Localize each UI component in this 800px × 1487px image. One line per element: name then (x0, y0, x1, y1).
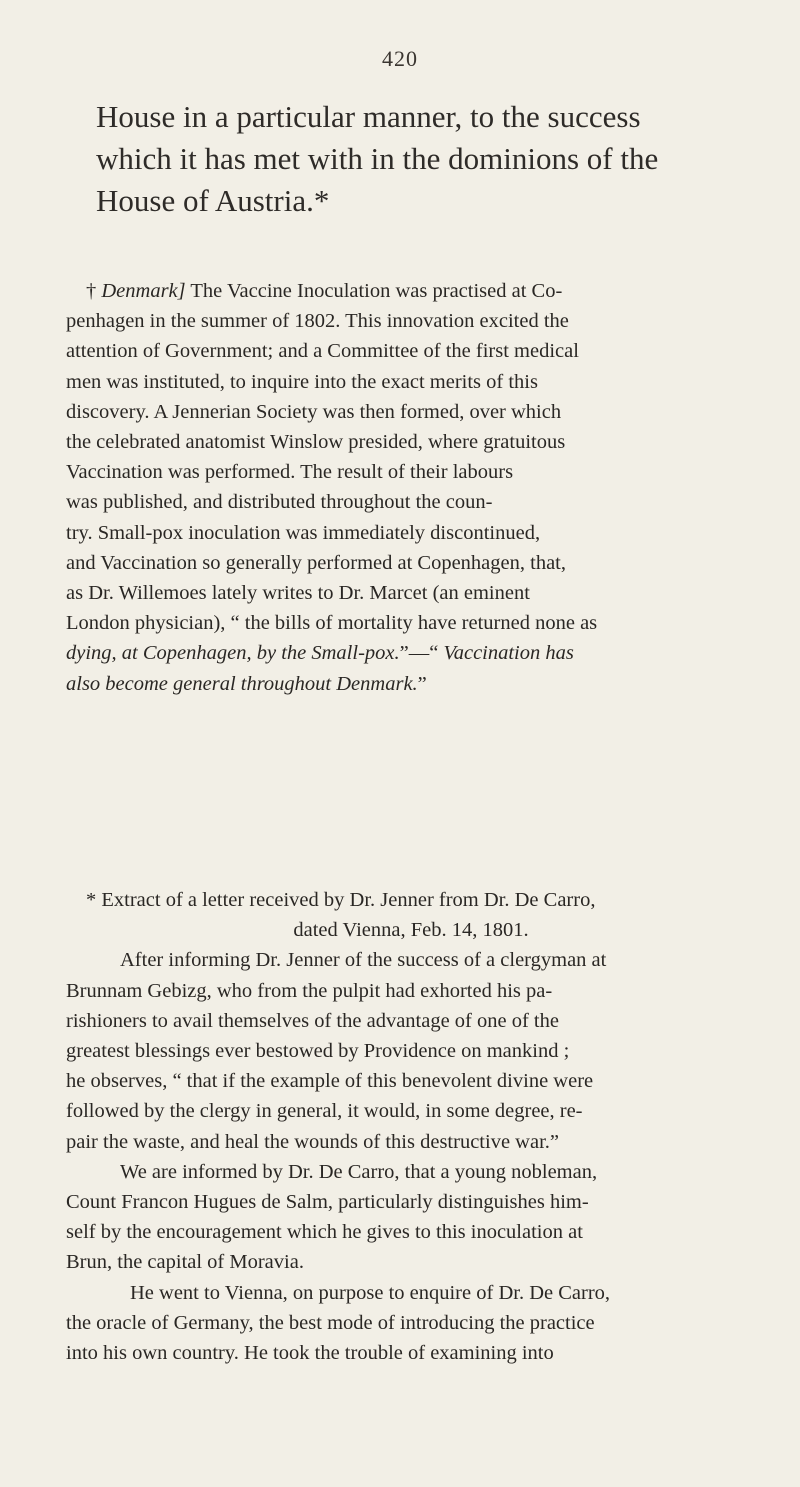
text-line (66, 638, 756, 668)
text-line: * Extract of a letter received by Dr. Jenner from Dr. De Carro, (86, 889, 596, 911)
text-line: London physician), “ the bills of mortality have returned none as (66, 612, 598, 635)
text-line: Brun, the capital of Moravia. (66, 1251, 304, 1274)
quote-italic: also become general throughout Denmark. (66, 672, 418, 695)
text-line: Brunnam Gebizg, who from the pulpit had exhorted his pa- (66, 979, 553, 1002)
text-line: House in a particular manner, to the success (96, 99, 641, 134)
text-line: We are informed by Dr. De Carro, that a young nobleman, (120, 1160, 598, 1183)
footnote-paragraph (66, 945, 756, 1156)
text-line: greatest blessings ever bestowed by Providence on mankind ; (66, 1040, 570, 1063)
text-line: into his own country. He took the trouble of examining into (66, 1342, 554, 1365)
text-span: ”—“ (399, 642, 444, 665)
page-number: 420 (382, 46, 418, 71)
text-line: rishioners to avail themselves of the advantage of one of the (66, 1009, 559, 1032)
text-span: The Vaccine Inoculation was practised at Co- (185, 280, 563, 302)
text-line: which it has met with in the dominions of the (96, 141, 659, 176)
quote-italic: dying, at Copenhagen, by the Small-pox. (66, 642, 400, 665)
text-line (66, 276, 756, 306)
footnote-paragraph (66, 1157, 756, 1278)
footnote-denmark (66, 276, 756, 699)
text-line: as Dr. Willemoes lately writes to Dr. Marcet (an eminent (66, 582, 530, 605)
text-line: Count Francon Hugues de Salm, particularly distinguishes him- (66, 1191, 589, 1214)
text-line: men was instituted, to inquire into the exact merits of this (66, 370, 538, 393)
text-line: He went to Vienna, on purpose to enquire of Dr. De Carro, (130, 1281, 611, 1304)
main-paragraph (96, 96, 756, 222)
text-line: pair the waste, and heal the wounds of this destructive war.” (66, 1130, 559, 1153)
text-line: dated Vienna, Feb. 14, 1801. (293, 919, 529, 942)
footnote-heading (66, 885, 756, 945)
text-line: Vaccination was performed. The result of their labours (66, 461, 514, 484)
footnote-paragraph (66, 276, 756, 699)
text-line: followed by the clergy in general, it would, in some degree, re- (66, 1100, 583, 1123)
text-line: and Vaccination so generally performed at Copenhagen, that, (66, 551, 566, 574)
main-text (96, 96, 756, 222)
quote-italic: Vaccination has (443, 642, 574, 665)
footnote-paragraph (66, 1278, 756, 1369)
footnote-de-carro (66, 885, 756, 1368)
text-line: House of Austria.* (96, 183, 330, 218)
text-line: try. Small-pox inoculation was immediately discontinued, (66, 521, 541, 544)
text-line (66, 669, 756, 699)
dagger-mark: † (86, 280, 102, 302)
text-line: self by the encouragement which he gives to this inoculation at (66, 1221, 583, 1244)
text-line: discovery. A Jennerian Society was then formed, over which (66, 400, 562, 423)
text-line: he observes, “ that if the example of this benevolent divine were (66, 1070, 594, 1093)
text-line: was published, and distributed throughout the coun- (66, 491, 493, 514)
text-line: attention of Government; and a Committee of the first medical (66, 340, 579, 363)
text-line: After informing Dr. Jenner of the success of a clergyman at (120, 949, 607, 972)
text-line: the celebrated anatomist Winslow presided, where gratuitous (66, 431, 566, 454)
text-span: ” (417, 672, 427, 695)
text-line: penhagen in the summer of 1802. This innovation excited the (66, 310, 569, 333)
text-line: the oracle of Germany, the best mode of introducing the practice (66, 1311, 595, 1334)
footnote-key: Denmark] (101, 280, 186, 302)
